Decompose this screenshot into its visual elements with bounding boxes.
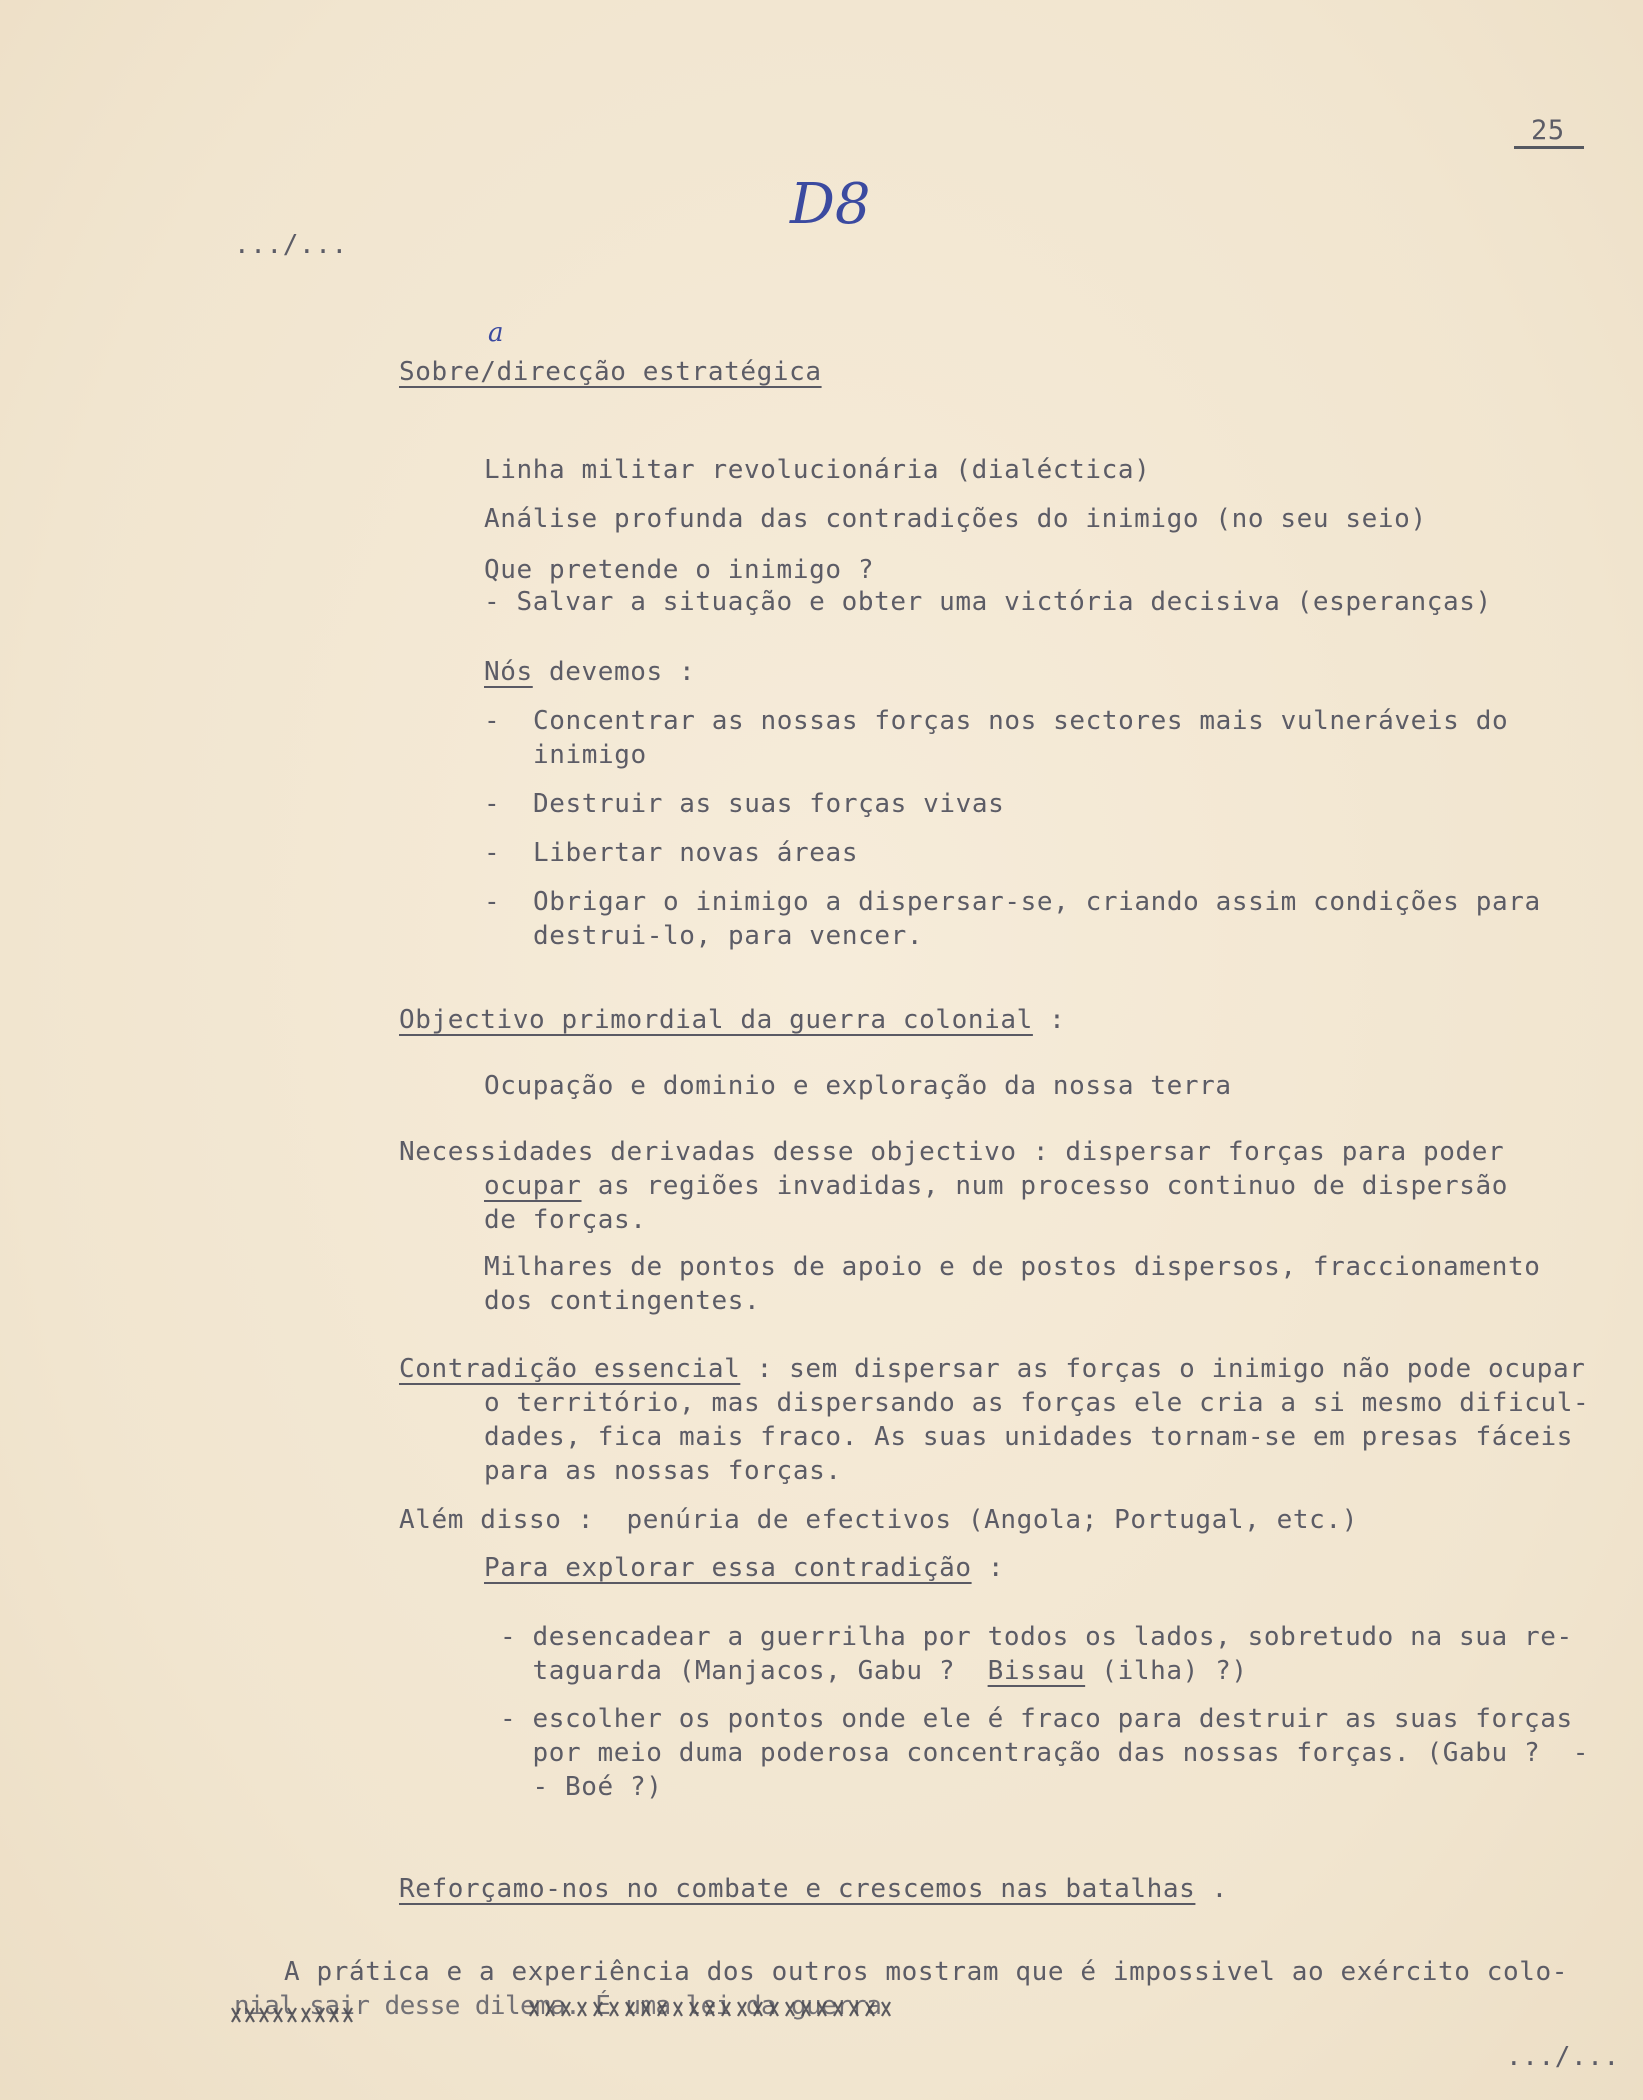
line-save-situation: - Salvar a situação e obter uma victória decisiva (esperanças) — [484, 587, 1492, 617]
line-occupation: Ocupação e dominio e exploração da nossa terra — [484, 1071, 1232, 1101]
heading-suffix: : — [1032, 1005, 1066, 1035]
contradiction-line-2: o território, mas dispersando as forças ele cria a si mesmo dificul- — [484, 1388, 1590, 1418]
bullet-unleash-line-2-pre: taguarda (Manjacos, Gabu ? — [500, 1656, 988, 1686]
list-item-force-disperse: Obrigar o inimigo a dispersar-se, criando assim condições para — [533, 887, 1541, 917]
explore-heading: Para explorar essa contradição — [484, 1553, 972, 1583]
bullet-choose-line-3: - Boé ?) — [500, 1772, 663, 1802]
contradiction-line-1 — [399, 1352, 1586, 1386]
needs-line-3: de forças. — [484, 1205, 647, 1235]
word-ocupar: ocupar — [484, 1171, 582, 1201]
needs-line-1: Necessidades derivadas desse objectivo : dispersar forças para poder — [399, 1137, 1505, 1167]
word-bissau: Bissau — [987, 1656, 1086, 1686]
contradiction-line-4: para as nossas forças. — [484, 1456, 842, 1486]
bullet-unleash-line-2 — [500, 1654, 1248, 1688]
we-must-rest: devemos : — [532, 657, 696, 687]
we-must-line — [484, 655, 695, 689]
list-item-destroy: Destruir as suas forças vivas — [533, 789, 1005, 819]
contradiction-line-3: dades, fica mais fraco. As suas unidades tornam-se em presas fáceis — [484, 1422, 1573, 1452]
handwritten-correction: a — [488, 318, 504, 348]
strike-over-marks — [230, 1998, 930, 2032]
line-what-enemy-wants: Que pretende o inimigo ? — [484, 555, 875, 585]
list-dash: - — [484, 789, 501, 819]
handwritten-mark: D8 — [790, 172, 871, 237]
list-dash: - — [484, 887, 501, 917]
list-dash: - — [484, 706, 501, 736]
section-heading-strategic-direction: Sobre/direcção estratégica — [399, 357, 822, 387]
bullet-unleash-line-2-post: (ilha) ?) — [1085, 1656, 1248, 1686]
thousands-line-1: Milhares de pontos de apoio e de postos dispersos, fraccionamento — [484, 1252, 1541, 1282]
list-item-liberate: Libertar novas áreas — [533, 838, 859, 868]
list-item-concentrate-cont: inimigo — [533, 740, 647, 770]
continuation-marker-top: .../... — [234, 230, 348, 260]
explore-heading-line — [484, 1551, 1004, 1585]
bullet-unleash-line-1: - desencadear a guerrilha por todos os lados, sobretudo na sua re- — [500, 1622, 1573, 1652]
contradiction-line-1-rest: : sem dispersar as forças o inimigo não pode ocupar — [740, 1354, 1586, 1384]
section-heading-primordial-objective: Objectivo primordial da guerra colonial — [399, 1005, 1033, 1035]
page-number-rule — [1514, 146, 1584, 149]
bullet-choose-line-2: por meio duma poderosa concentração das nossas forças. (Gabu ? - — [500, 1738, 1589, 1768]
heading-suffix: . — [1195, 1874, 1228, 1904]
explore-suffix: : — [971, 1553, 1005, 1583]
section-heading-primordial-objective-line — [399, 1003, 1065, 1037]
bullet-choose-line-1: - escolher os pontos onde ele é fraco para destruir as suas forças — [500, 1704, 1573, 1734]
line-analysis: Análise profunda das contradições do inimigo (no seu seio) — [484, 504, 1427, 534]
page-number: 25 — [1531, 115, 1565, 146]
thousands-line-2: dos contingentes. — [484, 1286, 761, 1316]
paragraph-practice-line-1: A prática e a experiência dos outros mostram que é impossivel ao exército colo- — [284, 1957, 1569, 1987]
needs-line-2 — [484, 1169, 1508, 1203]
list-dash: - — [484, 838, 501, 868]
section-heading-reinforce: Reforçamo-nos no combate e crescemos nas batalhas — [399, 1874, 1196, 1904]
list-item-concentrate: Concentrar as nossas forças nos sectores mais vulneráveis do — [533, 706, 1509, 736]
continuation-marker-bottom: .../... — [1506, 2042, 1620, 2072]
section-heading-essential-contradiction: Contradição essencial — [399, 1354, 741, 1384]
line-military-line: Linha militar revolucionária (dialéctica) — [484, 455, 1151, 485]
besides-line: Além disso : penúria de efectivos (Angola; Portugal, etc.) — [399, 1505, 1358, 1535]
we-must-label: Nós — [484, 657, 533, 687]
section-heading-reinforce-line — [399, 1872, 1228, 1906]
needs-line-2-rest: as regiões invadidas, num processo continuo de dispersão — [581, 1171, 1508, 1201]
struck-through-line: nial sair desse dilema. É uma lei da guerra — [234, 1991, 882, 2021]
list-item-force-disperse-cont: destrui-lo, para vencer. — [533, 921, 924, 951]
